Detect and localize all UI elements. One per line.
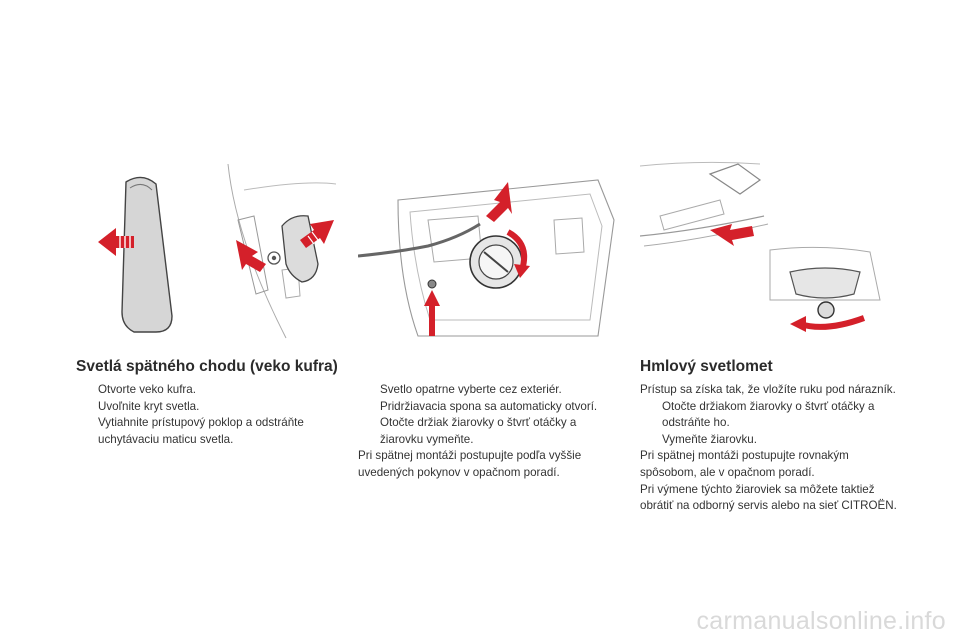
watermark: carmanualsonline.info <box>696 607 946 635</box>
service-note: Pri výmene týchto žiaroviek sa môžete taktiež obrátiť na odborný servis alebo na sieť CITROËN. <box>640 482 897 513</box>
list-item: Otočte držiakom žiarovky o štvrť otáčky a odstráňte ho. <box>662 399 875 430</box>
arrow-up-icon <box>424 290 440 336</box>
lamp-removal-steps <box>358 382 620 482</box>
access-note: Prístup sa získa tak, že vložíte ruku pod nárazník. <box>640 383 896 396</box>
fog-lamp-steps <box>640 382 902 515</box>
list-item: Otvorte veko kufra. <box>98 383 196 396</box>
section-heading-reversing-lamp: Svetlá spätného chodu (veko kufra) <box>76 358 338 375</box>
refit-note: Pri spätnej montáži postupujte rovnakým spôsobom, ale v opačnom poradí. <box>640 449 849 479</box>
list-item: Svetlo opatrne vyberte cez exteriér. Pridržiavacia spona sa automaticky otvorí. <box>380 383 598 413</box>
illustration-trunk-cover <box>86 160 336 340</box>
illustration-fog-lamp <box>640 160 900 340</box>
refit-note: Pri spätnej montáži postupujte podľa vyššie uvedených pokynov v opačnom poradí. <box>358 449 582 479</box>
reversing-lamp-steps <box>76 382 338 448</box>
list-item: Uvoľnite kryt svetla. <box>98 399 200 413</box>
list-item: Vymeňte žiarovku. <box>662 432 757 446</box>
list-item: Vytiahnite prístupový poklop a odstráňte uchytávaciu maticu svetla. <box>98 416 304 446</box>
arrow-down-icon <box>486 182 512 222</box>
section-heading-fog-lamp: Hmlový svetlomet <box>640 358 773 375</box>
list-item: Otočte držiak žiarovky o štvrť otáčky a žiarovku vymeňte. <box>380 416 577 446</box>
illustration-tail-lamp <box>358 160 618 340</box>
